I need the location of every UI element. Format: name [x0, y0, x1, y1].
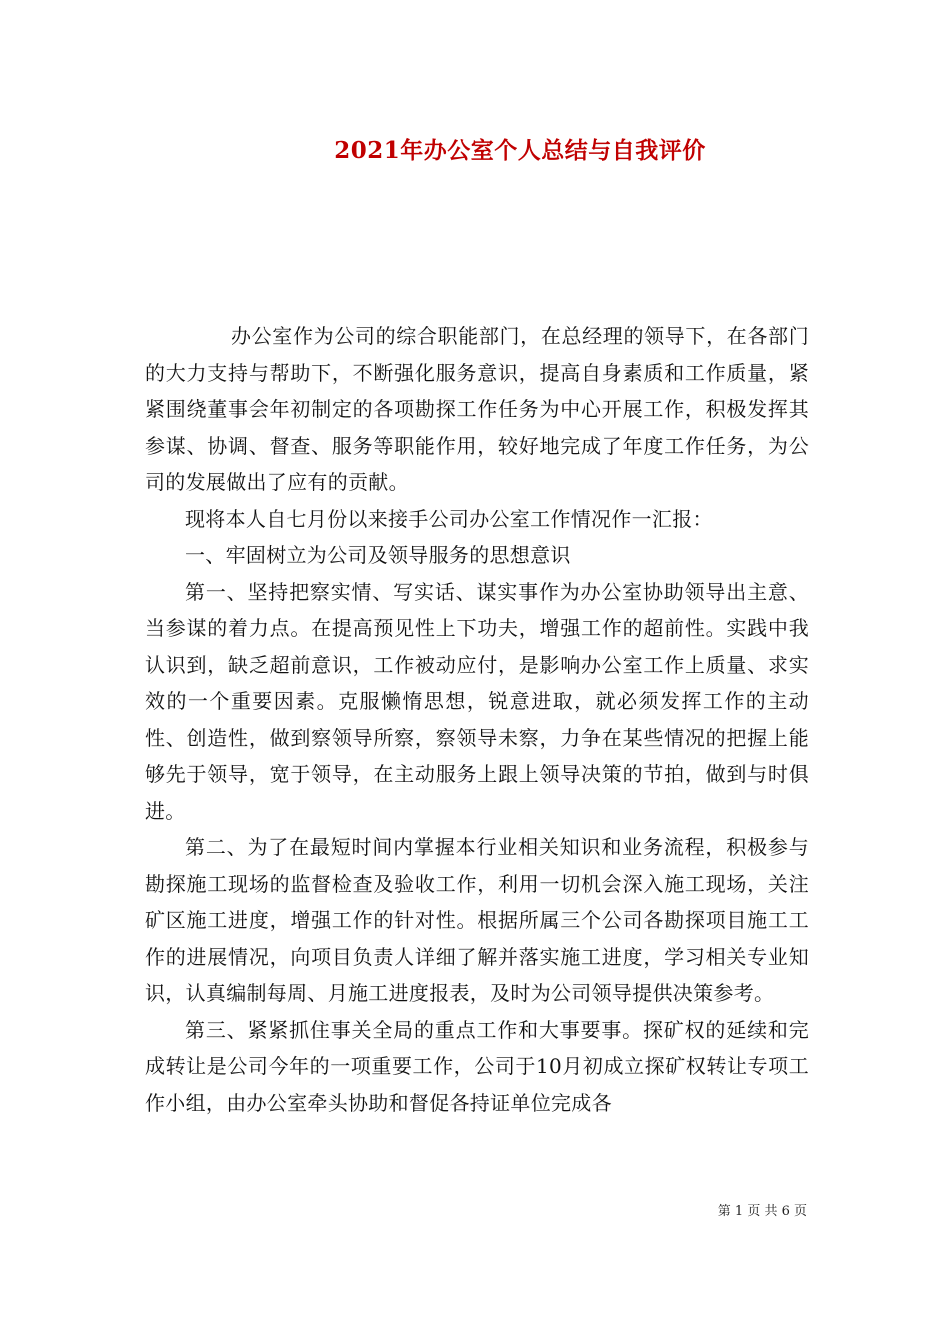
document-body: [145, 318, 809, 1121]
paragraph-second-point: 第二、为了在最短时间内掌握本行业相关知识和业务流程，积极参与勘探施工现场的监督检查及验收工作，利用一切机会深入施工现场，关注矿区施工进度，增强工作的针对性。根据所属三个公司各勘探项目施工工作的进展情况，向项目负责人详细了解并落实施工进度，学习相关专业知识，认真编制每周、月施工进度报表，及时为公司领导提供决策参考。: [145, 835, 809, 1005]
paragraph-third-point: 第三、紧紧抓住事关全局的重点工作和大事要事。探矿权的延续和完成转让是公司今年的一项重要工作，公司于10月初成立探矿权转让专项工作小组，由办公室牵头协助和督促各持证单位完成各: [145, 1017, 809, 1115]
paragraph-intro: 办公室作为公司的综合职能部门，在总经理的领导下，在各部门的大力支持与帮助下，不断强化服务意识，提高自身素质和工作质量，紧紧围绕董事会年初制定的各项勘探工作任务为中心开展工作，积极发挥其参谋、协调、督查、服务等职能作用，较好地完成了年度工作任务，为公司的发展做出了应有的贡献。: [145, 324, 809, 494]
page-number-footer: 第 1 页 共 6 页: [717, 1204, 807, 1219]
paragraph-first-point: 第一、坚持把察实情、写实话、谋实事作为办公室协助领导出主意、当参谋的着力点。在提高预见性上下功夫，增强工作的超前性。实践中我认识到，缺乏超前意识，工作被动应付，是影响办公室工作上质量、求实效的一个重要因素。克服懒惰思想，锐意进取，就必须发挥工作的主动性、创造性，做到察领导所察，察领导未察，力争在某些情况的把握上能够先于领导，宽于领导，在主动服务上跟上领导决策的节拍，做到与时俱进。: [145, 579, 809, 823]
document-title: 2021年办公室个人总结与自我评价: [334, 137, 706, 164]
paragraph-report-lead: 现将本人自七月份以来接手公司办公室工作情况作一汇报：: [185, 506, 713, 531]
section-heading-1: 一、牢固树立为公司及领导服务的思想意识: [185, 543, 571, 567]
